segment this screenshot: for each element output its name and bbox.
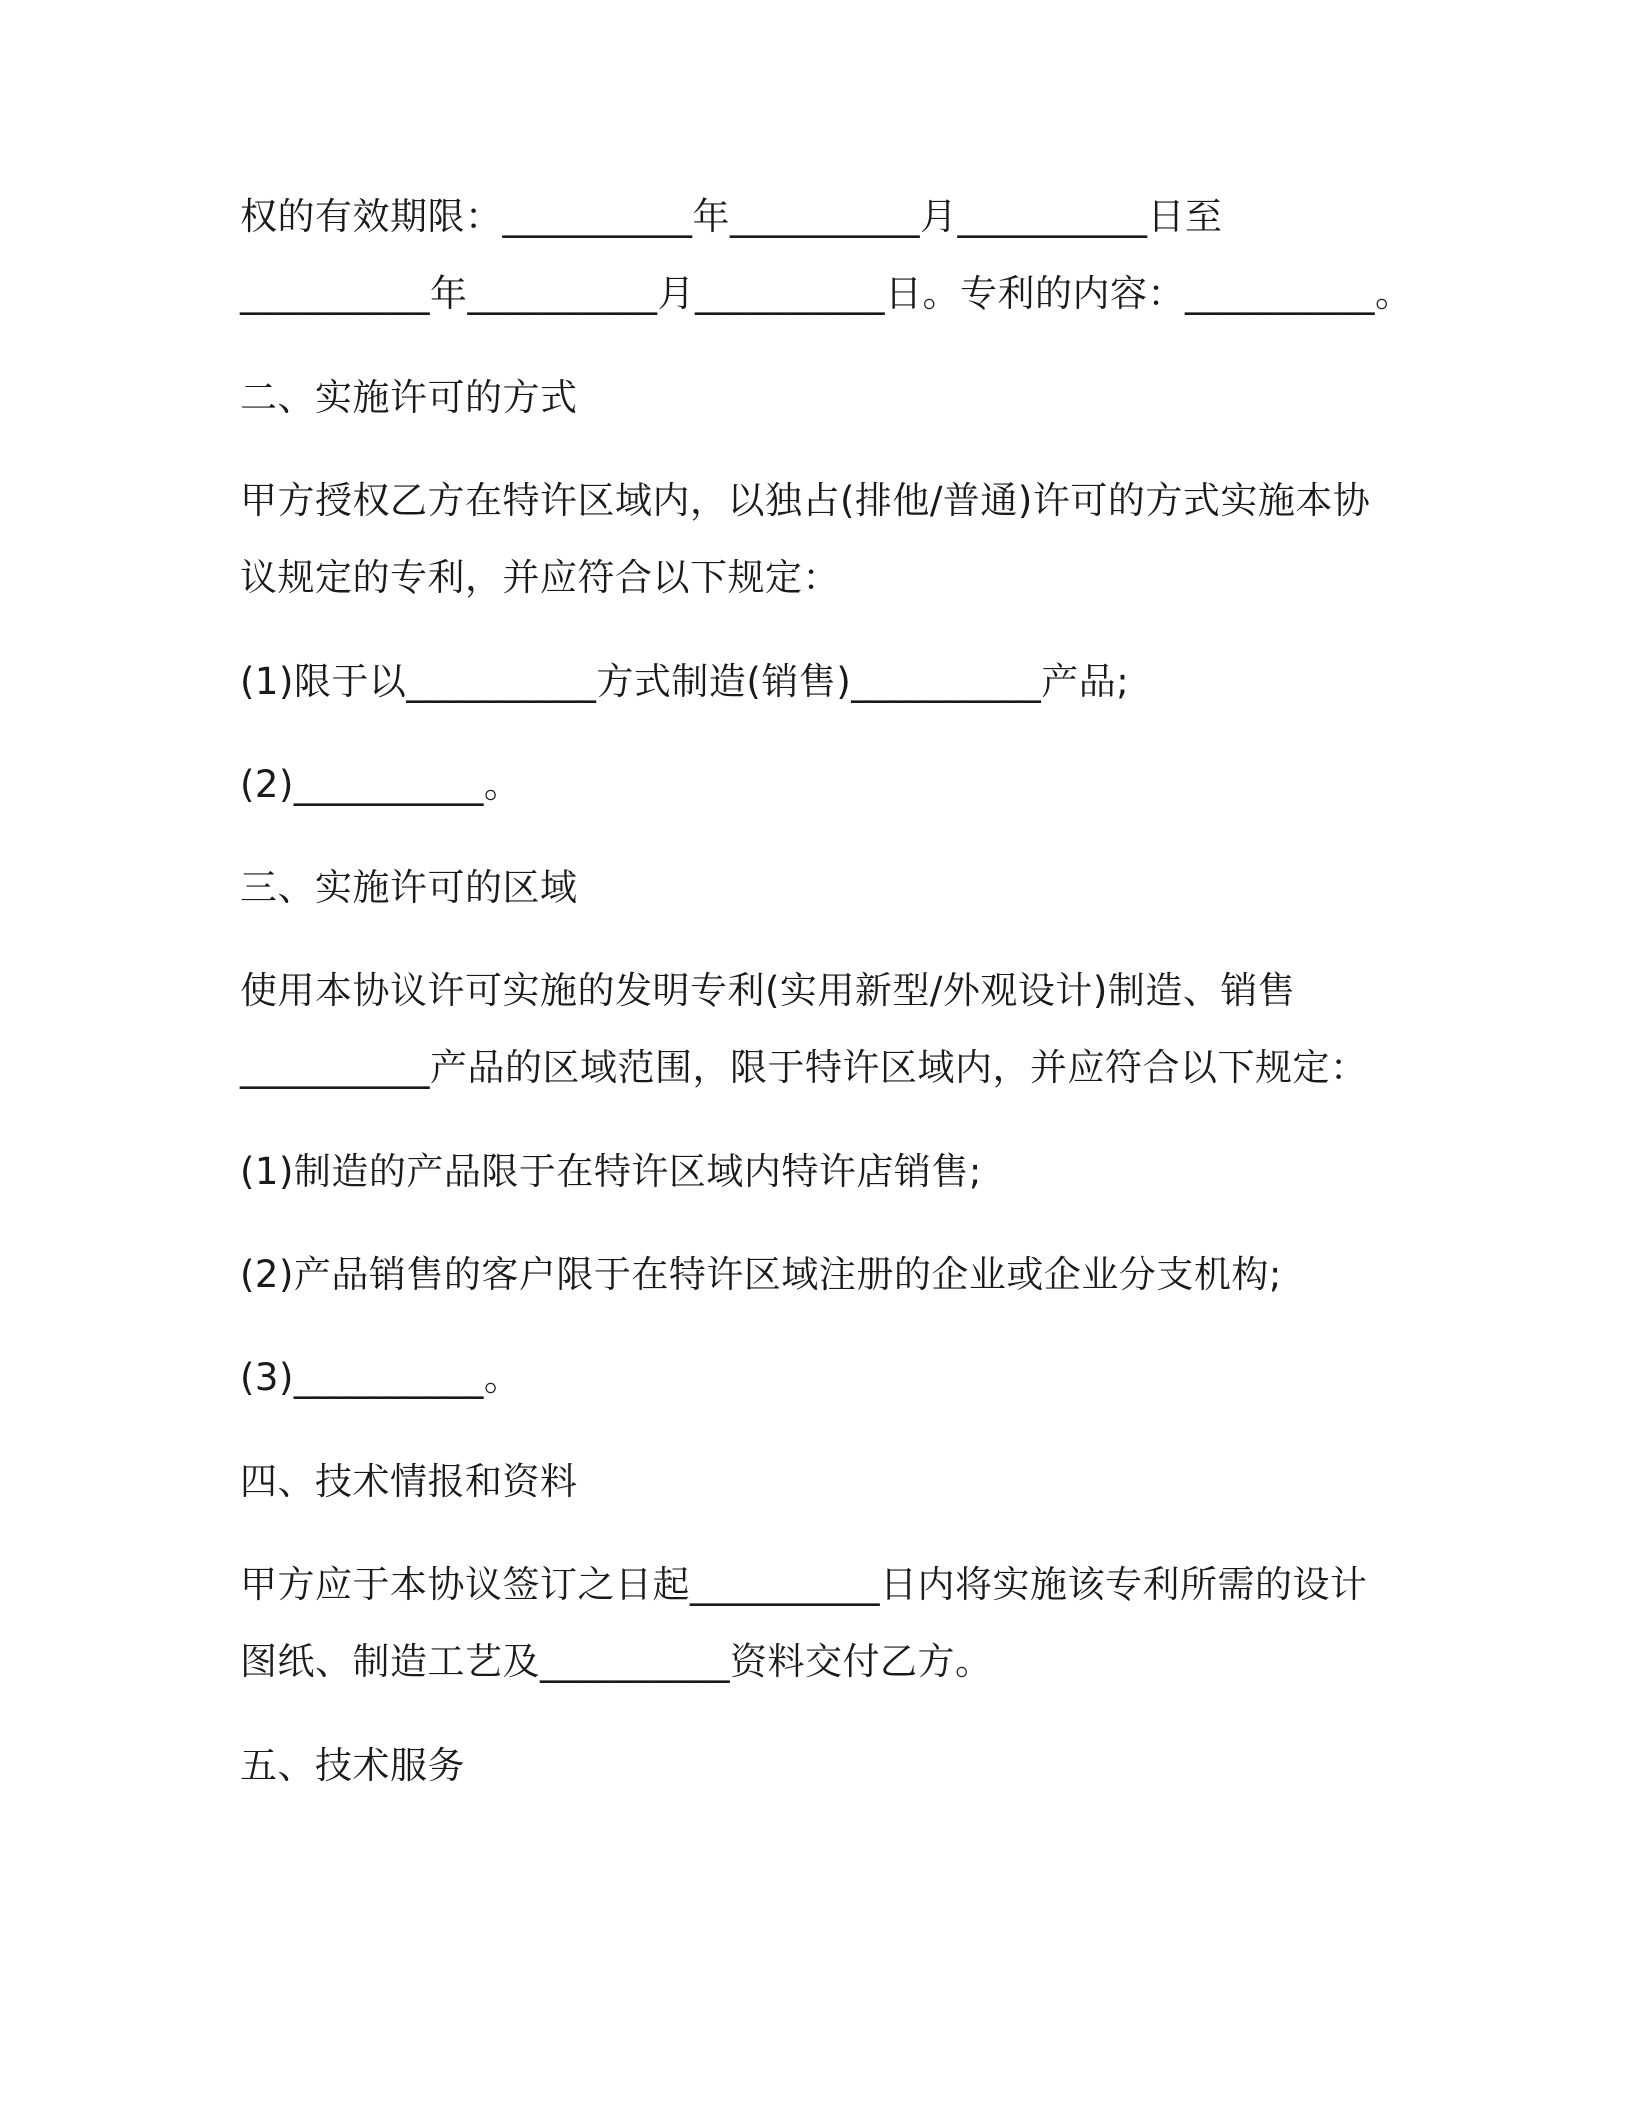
paragraph-line: 甲方授权乙方在特许区域内，以独占(排他/普通)许可的方式实施本协 <box>240 479 1371 522</box>
paragraph-line: 甲方应于本协议签订之日起__________日内将实施该专利所需的设计 <box>240 1563 1368 1606</box>
section-heading-technical-information: 四、技术情报和资料 <box>240 1460 578 1503</box>
validity-end-and-content-line: __________年__________月__________日。专利的内容：__________。 <box>240 272 1413 315</box>
section-heading-license-region: 三、实施许可的区域 <box>240 866 578 909</box>
list-item: (3)__________。 <box>240 1356 522 1399</box>
list-item: (1)限于以__________方式制造(销售)__________产品; <box>240 660 1130 703</box>
list-item: (2)产品销售的客户限于在特许区域注册的企业或企业分支机构; <box>240 1253 1282 1296</box>
list-item: (1)制造的产品限于在特许区域内特许店销售; <box>240 1150 982 1193</box>
list-item: (2)__________。 <box>240 763 522 806</box>
paragraph-line: __________产品的区域范围，限于特许区域内，并应符合以下规定： <box>240 1046 1368 1089</box>
paragraph-line: 议规定的专利，并应符合以下规定： <box>240 556 840 599</box>
section-heading-license-method: 二、实施许可的方式 <box>240 376 578 419</box>
validity-period-line: 权的有效期限：__________年__________月__________日至 <box>240 195 1223 238</box>
section-heading-technical-service: 五、技术服务 <box>240 1744 465 1787</box>
paragraph-line: 使用本协议许可实施的发明专利(实用新型/外观设计)制造、销售 <box>240 969 1296 1012</box>
paragraph-line: 图纸、制造工艺及__________资料交付乙方。 <box>240 1640 993 1683</box>
